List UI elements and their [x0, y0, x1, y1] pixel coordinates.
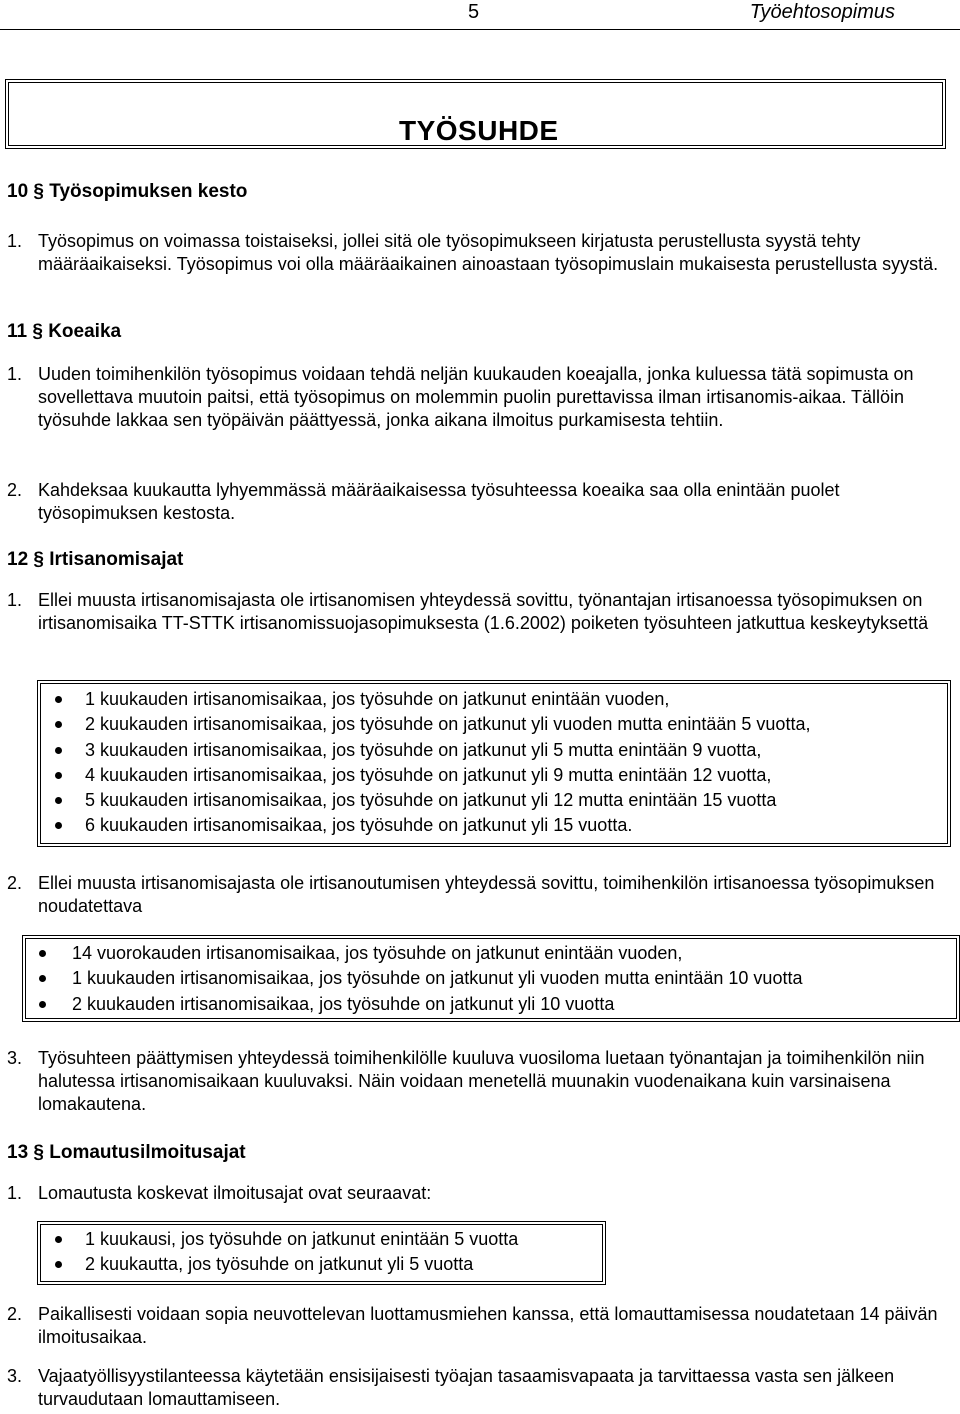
bullet-icon	[55, 1236, 62, 1243]
layoff-notice-list	[55, 1227, 518, 1278]
bullet-icon	[55, 721, 62, 728]
bullet-icon	[55, 1261, 62, 1268]
page-title: TYÖSUHDE	[399, 115, 559, 146]
paragraph-text: Ellei muusta irtisanomisajasta ole irtisanomisen yhteydessä sovittu, työnantajan irtisanoessa työsopimuksen on irtisanomisaika TT-STTK irtisanomissuojasopimuksesta (1.6.2002) poiketen työsuhteen jatkuttua keskeytyksettä	[38, 590, 929, 633]
section-10-paragraph-1	[7, 230, 957, 276]
section-13-paragraph-3	[7, 1365, 957, 1411]
bullet-icon	[55, 696, 62, 703]
section-12-paragraph-1	[7, 589, 957, 635]
paragraph-number: 1.	[7, 590, 23, 610]
list-item: 3 kuukauden irtisanomisaikaa, jos työsuhde on jatkunut yli 5 mutta enintään 9 vuotta,	[55, 738, 810, 763]
bullet-icon	[39, 1001, 46, 1008]
paragraph-number: 1.	[7, 1183, 23, 1203]
list-item: 2 kuukauden irtisanomisaikaa, jos työsuhde on jatkunut yli vuoden mutta enintään 5 vuotta,	[55, 712, 810, 737]
paragraph-number: 2.	[7, 873, 23, 893]
section-12-paragraph-2	[7, 872, 957, 918]
section-13-heading: 13 § Lomautusilmoitusajat	[7, 1142, 246, 1163]
bullet-icon	[55, 747, 62, 754]
notice-period-list-employer	[55, 687, 810, 839]
list-item: 6 kuukauden irtisanomisaikaa, jos työsuhde on jatkunut yli 15 vuotta.	[55, 813, 810, 838]
running-title: Työehtosopimus	[749, 1, 895, 23]
paragraph-text: Paikallisesti voidaan sopia neuvottelevan luottamusmiehen kanssa, että lomauttamisessa noudatetaan 14 päivän ilmoitusaikaa.	[38, 1304, 938, 1347]
paragraph-text: Lomautusta koskevat ilmoitusajat ovat seuraavat:	[38, 1183, 432, 1203]
section-12-heading: 12 § Irtisanomisajat	[7, 549, 184, 570]
list-item: 1 kuukauden irtisanomisaikaa, jos työsuhde on jatkunut yli vuoden mutta enintään 10 vuotta	[39, 966, 802, 991]
header-rule	[0, 29, 960, 30]
list-item: 1 kuukauden irtisanomisaikaa, jos työsuhde on jatkunut enintään vuoden,	[55, 687, 810, 712]
paragraph-text: Työsopimus on voimassa toistaiseksi, jollei sitä ole työsopimukseen kirjatusta perustellusta syystä tehty määräaikaiseksi. Työsopimus voi olla määräaikainen ainoastaan työsopimuslain mukaisesta perustellusta syystä.	[38, 231, 939, 274]
paragraph-text: Uuden toimihenkilön työsopimus voidaan tehdä neljän kuukauden koeajalla, jonka kuluessa tätä sopimusta on sovellettava muutoin paitsi, että työsopimus on molemmin puolin purettavissa ilman irtisanomis-aikaa. Tällöin työsuhde lakkaa sen työpäivän päättyessä, jonka aikana ilmoitus purkamisesta tehtiin.	[38, 364, 914, 430]
bullet-icon	[39, 950, 46, 957]
notice-period-box-employee	[22, 935, 960, 1022]
layoff-notice-box	[37, 1221, 606, 1285]
list-item: 2 kuukauden irtisanomisaikaa, jos työsuhde on jatkunut yli 10 vuotta	[39, 992, 802, 1017]
paragraph-text: Ellei muusta irtisanomisajasta ole irtisanoutumisen yhteydessä sovittu, toimihenkilön irtisanoessa työsopimuksen noudatettava	[38, 873, 935, 916]
section-11-heading: 11 § Koeaika	[7, 321, 122, 342]
list-item: 14 vuorokauden irtisanomisaikaa, jos työsuhde on jatkunut enintään vuoden,	[39, 941, 802, 966]
list-item: 2 kuukautta, jos työsuhde on jatkunut yli 5 vuotta	[55, 1252, 518, 1277]
page-number: 5	[468, 1, 480, 23]
paragraph-number: 2.	[7, 1304, 23, 1324]
paragraph-number: 3.	[7, 1048, 23, 1068]
section-11-paragraph-2	[7, 479, 957, 525]
section-13-paragraph-2	[7, 1303, 957, 1349]
paragraph-text: Kahdeksaa kuukautta lyhyemmässä määräaikaisessa työsuhteessa koeaika saa olla enintään puolet työsopimuksen kestosta.	[38, 480, 840, 523]
bullet-icon	[55, 797, 62, 804]
paragraph-text: Työsuhteen päättymisen yhteydessä toimihenkilölle kuuluva vuosiloma luetaan työnantajan ja toimihenkilön niin halutessa irtisanomisaikaan kuuluvaksi. Näin voidaan menetellä muunakin vuodenaikana kuin varsinaisena lomakautena.	[38, 1048, 925, 1114]
bullet-icon	[39, 975, 46, 982]
paragraph-number: 1.	[7, 364, 23, 384]
paragraph-text: Vajaatyöllisyystilanteessa käytetään ensisijaisesti työajan tasaamisvapaata ja tarvittaessa vasta sen jälkeen turvaudutaan lomauttamiseen.	[38, 1366, 895, 1409]
notice-period-box-employer	[37, 680, 951, 847]
paragraph-number: 3.	[7, 1366, 23, 1386]
section-10-heading: 10 § Työsopimuksen kesto	[7, 181, 248, 202]
section-13-paragraph-1	[7, 1182, 957, 1205]
list-item: 1 kuukausi, jos työsuhde on jatkunut enintään 5 vuotta	[55, 1227, 518, 1252]
list-item: 5 kuukauden irtisanomisaikaa, jos työsuhde on jatkunut yli 12 mutta enintään 15 vuotta	[55, 788, 810, 813]
bullet-icon	[55, 822, 62, 829]
section-11-paragraph-1	[7, 363, 957, 431]
notice-period-list-employee	[39, 941, 802, 1017]
list-item: 4 kuukauden irtisanomisaikaa, jos työsuhde on jatkunut yli 9 mutta enintään 12 vuotta,	[55, 763, 810, 788]
section-12-paragraph-3	[7, 1047, 957, 1115]
bullet-icon	[55, 772, 62, 779]
paragraph-number: 1.	[7, 231, 23, 251]
paragraph-number: 2.	[7, 480, 23, 500]
